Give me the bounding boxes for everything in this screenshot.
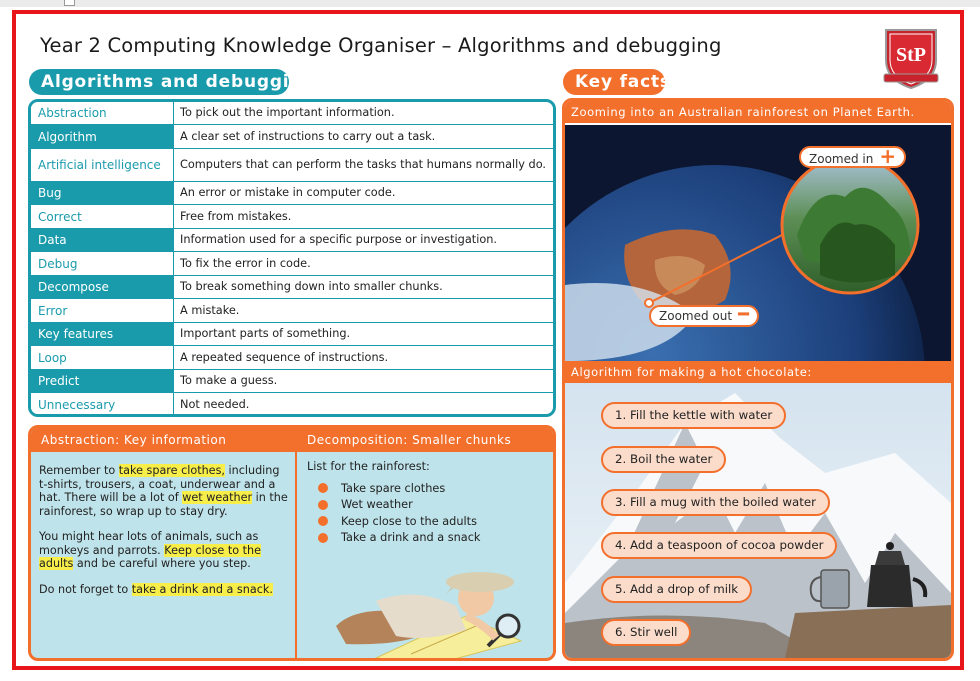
decomposition-intro: List for the rainforest: [307,460,430,473]
glossary-definition: A mistake. [180,303,240,317]
algorithm-step: 5. Add a drop of milk [601,576,752,603]
algorithm-step: 2. Boil the water [601,446,726,473]
glossary-term: Artificial intelligence [31,149,174,181]
table-row [31,125,553,149]
glossary-term: Loop [31,346,174,369]
glossary-definition: An error or mistake in computer code. [180,186,396,199]
glossary-term: Bug [31,182,174,204]
abstraction-paragraph [39,464,289,518]
panel-divider [295,428,297,661]
table-row [31,182,553,205]
callout-label: Zoomed out [659,309,733,323]
bullet-icon [318,533,328,543]
page-marker [64,0,75,6]
zoom-heading: Zooming into an Australian rainforest on Planet Earth. [565,101,951,123]
logo-text: StP [896,44,926,66]
list-item-text: Keep close to the adults [341,514,477,528]
list-item [318,513,480,530]
page-title: Year 2 Computing Knowledge Organiser – Algorithms and debugging [40,34,722,57]
glossary-definition: Free from mistakes. [180,209,292,223]
glossary-definition: Information used for a specific purpose or investigation. [180,233,497,246]
plus-icon: + [879,144,897,168]
abstraction-text [39,464,289,608]
table-row [31,276,553,299]
glossary-term: Key features [31,323,174,345]
bullet-icon [318,516,328,526]
glossary-term: Debug [31,252,174,275]
highlighted-text: Keep close to the adults [39,543,262,570]
list-item-text: Take a drink and a snack [341,531,481,545]
abstraction-paragraph [39,583,289,597]
text-run: in the rainforest, so wrap up to stay dry. [39,491,288,518]
list-item-text: Take spare clothes [341,481,446,495]
bottom-panel [28,425,556,661]
zoomed-in-callout [799,146,906,168]
school-logo [880,26,942,92]
table-row [31,149,553,182]
glossary-definition: To pick out the important information. [180,106,395,119]
glossary-term: Decompose [31,276,174,298]
minus-icon: ━ [738,304,749,325]
glossary-term: Abstraction [31,102,174,124]
child-explorer-illustration [316,546,556,661]
table-row [31,205,553,229]
algorithm-heading: Algorithm for making a hot chocolate: [565,361,951,383]
text-run: Remember to [39,464,119,477]
key-facts-heading: Key facts [563,69,665,95]
highlighted-text: take a drink and a snack. [131,582,273,596]
zoomed-out-callout [649,305,759,327]
bullet-icon [318,500,328,510]
decomposition-heading: Decomposition: Smaller chunks [297,428,556,452]
glossary-table [28,99,556,417]
abstraction-paragraph [39,530,289,571]
bullet-icon [318,483,328,493]
table-row [31,229,553,252]
table-row [31,102,553,125]
top-strip [0,0,980,7]
glossary-definition: To break something down into smaller chunks. [180,280,443,293]
text-run: and be careful where you step. [73,557,251,570]
table-row [31,370,553,393]
algorithm-step: 6. Stir well [601,619,691,646]
glossary-term: Algorithm [31,125,174,148]
highlighted-text: wet weather [182,491,253,504]
glossary-term: Data [31,229,174,251]
glossary-term: Predict [31,370,174,392]
list-item [318,480,480,497]
table-row [31,346,553,370]
abstraction-heading: Abstraction: Key information [31,428,295,452]
glossary-definition: Important parts of something. [180,327,351,340]
list-item-text: Wet weather [341,498,413,512]
glossary-definition: Computers that can perform the tasks that humans normally do. [180,158,547,171]
table-row [31,299,553,323]
glossary-definition: Not needed. [180,398,250,411]
glossary-definition: To fix the error in code. [180,256,311,270]
glossary-term: Unnecessary [31,393,174,417]
glossary-definition: To make a guess. [180,374,278,387]
text-run: Do not forget to [39,582,132,596]
table-row [31,252,553,276]
glossary-term: Correct [31,205,174,228]
text-run: You might hear lots of animals, such as monkeys and parrots. [39,530,259,557]
key-facts-panel [562,98,954,661]
algorithm-step: 3. Fill a mug with the boiled water [601,489,830,516]
list-item [318,530,480,547]
algorithm-step: 4. Add a teaspoon of cocoa powder [601,532,837,559]
list-item [318,497,480,514]
highlighted-text: take spare clothes, [118,464,225,477]
glossary-definition: A clear set of instructions to carry out a task. [180,129,436,143]
decomposition-list [318,480,480,546]
table-row [31,323,553,346]
algorithm-step: 1. Fill the kettle with water [601,402,786,429]
table-row [31,393,553,417]
glossary-term: Error [31,299,174,322]
glossary-heading: Algorithms and debugging [29,69,289,95]
callout-label: Zoomed in [809,152,874,166]
glossary-definition: A repeated sequence of instructions. [180,350,389,364]
text-run: including t-shirts, trousers, a coat, underwear and a hat. There will be a lot of [39,464,280,504]
